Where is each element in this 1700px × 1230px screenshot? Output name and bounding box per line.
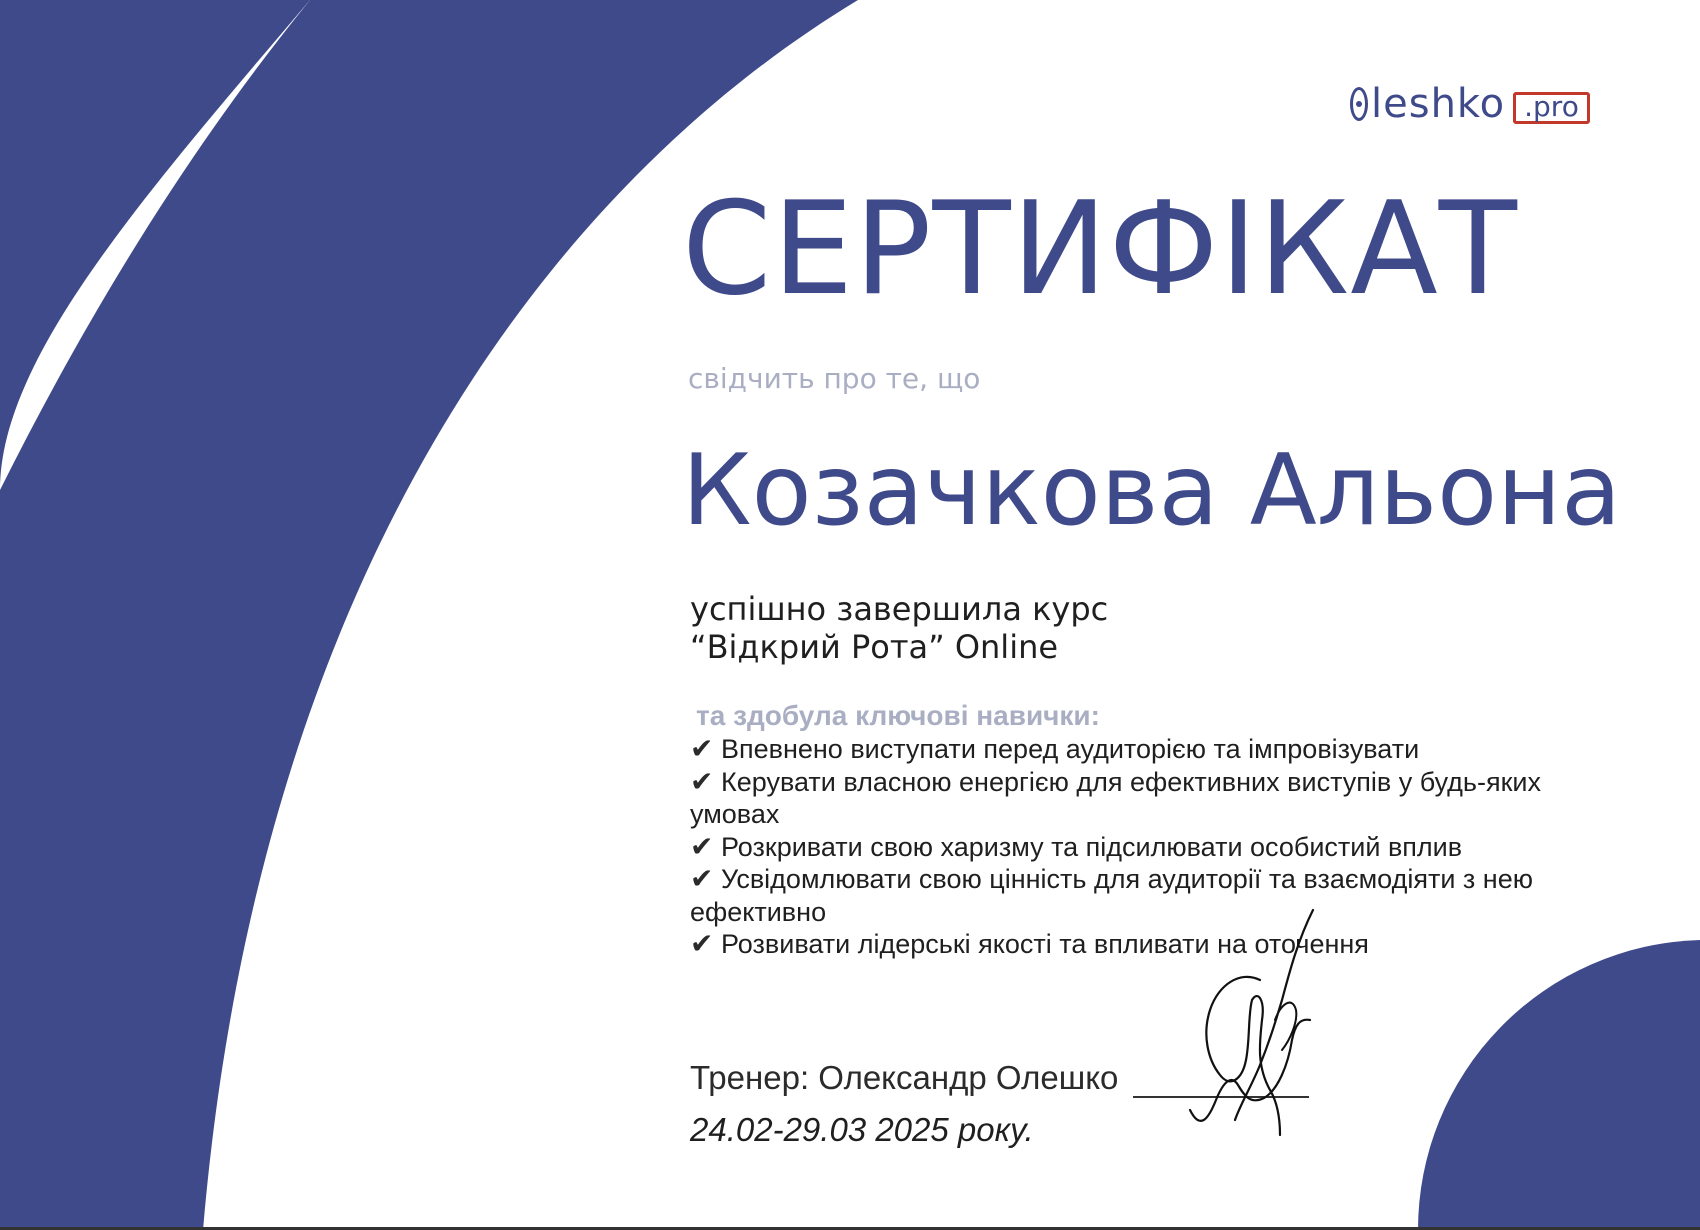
handwritten-signature (1180, 900, 1340, 1140)
certificate-subtitle: свідчить про те, що (688, 362, 981, 395)
logo-suffix-box (1513, 92, 1590, 124)
check-icon: ✔ (690, 829, 714, 863)
check-icon: ✔ (690, 732, 714, 765)
logo-text: leshko (1371, 81, 1506, 127)
skill-text: Розкривати свою харизму та підсилювати особистий вплив (720, 831, 1463, 862)
skills-list (690, 733, 1620, 961)
skill-text: Керувати власною енергією для ефективних виступів у будь-яких умовах (690, 766, 1542, 829)
oleshko-logo (1350, 74, 1590, 134)
skill-item (690, 831, 1620, 864)
skill-text: Розвивати лідерські якості та впливати на оточення (720, 929, 1369, 959)
check-icon: ✔ (690, 764, 714, 798)
course-name: “Відкрий Рота” Online (690, 628, 1059, 666)
recipient-name: Козачкова Альона (682, 434, 1622, 548)
skill-item (690, 928, 1620, 961)
bottom-right-circle (1418, 940, 1700, 1230)
skill-text: Усвідомлювати свою цінність для аудиторії та взаємодіяти з нею ефективно (690, 864, 1533, 927)
completed-text: успішно завершила курс (690, 590, 1109, 628)
skill-item (690, 863, 1620, 928)
trainer-label: Тренер: Олександр Олешко (690, 1059, 1119, 1096)
logo-suffix: .pro (1524, 90, 1579, 123)
skill-item (690, 766, 1620, 831)
check-icon: ✔ (690, 927, 714, 960)
course-dates: 24.02-29.03 2025 року. (690, 1111, 1034, 1148)
certificate-title: СЕРТИФІКАТ (682, 175, 1518, 324)
logo-o-icon (1350, 87, 1368, 121)
check-icon: ✔ (690, 862, 714, 895)
skill-text: Впевнено виступати перед аудиторією та імпровізувати (720, 734, 1420, 764)
skills-heading: та здобула ключові навички: (696, 700, 1100, 731)
skill-item (690, 733, 1620, 766)
